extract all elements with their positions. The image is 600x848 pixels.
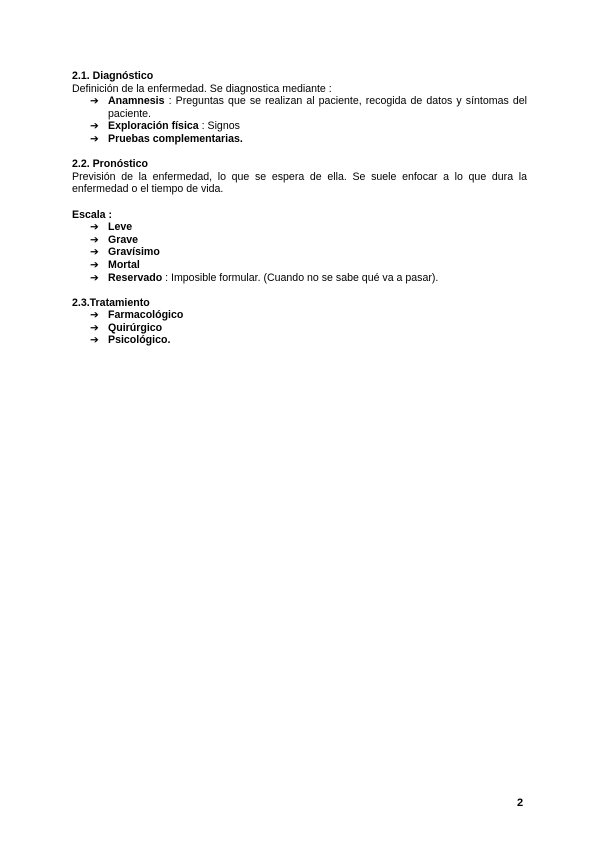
list-item xyxy=(72,259,527,272)
list-item-text: : Preguntas que se realizan al paciente, recogida de datos y síntomas del paciente. xyxy=(108,95,527,120)
list-item-term: Reservado xyxy=(108,271,163,284)
list-item-term: Grave xyxy=(108,233,139,246)
list-item xyxy=(72,272,527,285)
section-heading-tratamiento: 2.3.Tratamiento xyxy=(72,296,150,309)
list-item xyxy=(72,246,527,259)
arrow-icon: ➔ xyxy=(90,258,99,271)
list-item-term: Gravísimo xyxy=(108,246,160,259)
list-item-term: Mortal xyxy=(108,258,140,271)
diagnostico-list xyxy=(72,95,527,145)
list-item-term: Quirúrgico xyxy=(108,321,163,334)
escala-list xyxy=(72,221,527,284)
arrow-icon: ➔ xyxy=(90,271,99,284)
list-item xyxy=(72,322,527,335)
list-item-term: Psicológico. xyxy=(108,334,171,347)
spacer xyxy=(72,196,527,209)
arrow-icon: ➔ xyxy=(90,334,99,347)
page-content xyxy=(72,70,527,347)
arrow-icon: ➔ xyxy=(90,120,99,133)
arrow-icon: ➔ xyxy=(90,321,99,334)
arrow-icon: ➔ xyxy=(90,132,99,145)
list-item xyxy=(72,221,527,234)
list-item-text: : Imposible formular. (Cuando no se sabe qué va a pasar). xyxy=(162,271,439,284)
list-item xyxy=(72,309,527,322)
list-item-term: Exploración física xyxy=(108,120,199,133)
arrow-icon: ➔ xyxy=(90,309,99,322)
list-item xyxy=(72,120,527,133)
list-item xyxy=(72,334,527,347)
list-item-term: Anamnesis xyxy=(108,95,165,108)
arrow-icon: ➔ xyxy=(90,221,99,234)
pronostico-text: Previsión de la enfermedad, lo que se espera de ella. Se suele enfocar a lo que dura la enfermedad o el tiempo de vida. xyxy=(72,170,527,196)
arrow-icon: ➔ xyxy=(90,233,99,246)
list-item-term: Pruebas complementarias. xyxy=(108,132,243,145)
section-heading-pronostico: 2.2. Pronóstico xyxy=(72,158,148,171)
diagnostico-intro: Definición de la enfermedad. Se diagnostica mediante : xyxy=(72,82,332,95)
section-heading-escala: Escala : xyxy=(72,208,113,221)
list-item-text: : Signos xyxy=(198,120,240,133)
list-item xyxy=(72,133,527,146)
page-number: 2 xyxy=(517,797,524,809)
list-item xyxy=(72,234,527,247)
section-heading-diagnostico: 2.1. Diagnóstico xyxy=(72,70,154,82)
spacer xyxy=(72,284,527,297)
arrow-icon: ➔ xyxy=(90,95,99,108)
spacer xyxy=(72,146,527,159)
tratamiento-list xyxy=(72,309,527,347)
arrow-icon: ➔ xyxy=(90,246,99,259)
list-item xyxy=(72,95,527,120)
list-item-term: Farmacológico xyxy=(108,309,184,322)
list-item-term: Leve xyxy=(108,221,133,234)
